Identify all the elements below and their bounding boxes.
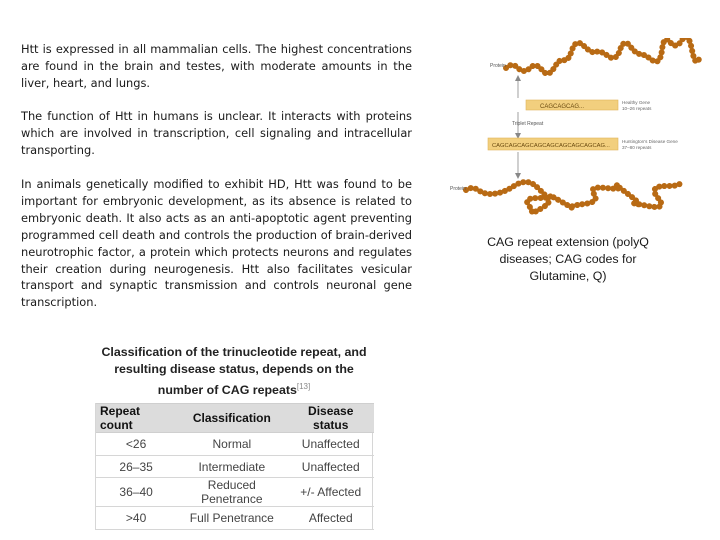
cell-disease-status: Affected [287, 507, 374, 530]
disease-gene-label: Huntington's Disease Gene [622, 139, 678, 144]
cell-disease-status: Unaffected [287, 433, 374, 456]
cell-classification: Intermediate [176, 455, 287, 478]
cag-classification-figure [95, 344, 373, 526]
paragraph-expression: Htt is expressed in all mammalian cells. The highest concentrations are found in the brain and testes, with moderate amounts in the liver, heart, and lungs. [21, 42, 412, 90]
cag-repeat-diagram [430, 38, 720, 224]
table-frame [95, 403, 373, 530]
table-reference: [13] [296, 382, 311, 391]
header-disease-status: Disease status [287, 404, 374, 433]
healthy-sequence: CAGCAGCAG... [540, 104, 585, 110]
table-row [96, 478, 374, 507]
cell-classification: Normal [176, 433, 287, 456]
table-row [96, 455, 374, 478]
cell-disease-status: Unaffected [287, 455, 374, 478]
arrow-up-head [515, 75, 521, 81]
table-title-text: Classification of the trinucleotide repeat, and resulting disease status, depends on the number of CAG repeats [101, 345, 367, 398]
protein-label-bottom: Protein [450, 186, 466, 192]
cell-classification: Full Penetrance [176, 507, 287, 530]
table-header-row [96, 404, 374, 433]
healthy-repeats-label: 10–26 repeats [622, 106, 652, 111]
healthy-gene-label: Healthy Gene [622, 100, 651, 105]
disease-protein-chain [466, 182, 680, 213]
table-title [95, 344, 373, 399]
cell-repeat-count: 26–35 [96, 455, 176, 478]
cell-repeat-count: <26 [96, 433, 176, 456]
diagram-caption: CAG repeat extension (polyQ diseases; CAG codes for Glutamine, Q) [487, 235, 649, 283]
header-classification: Classification [176, 404, 287, 433]
triplet-repeat-label: Triplet Repeat [512, 121, 544, 127]
header-repeat-count: Repeat count [96, 404, 176, 433]
protein-label-top: Protein [490, 63, 506, 69]
cell-classification: Reduced Penetrance [176, 478, 287, 507]
cell-disease-status: +/- Affected [287, 478, 374, 507]
table-row [96, 433, 374, 456]
cell-repeat-count: 36–40 [96, 478, 176, 507]
healthy-protein-chain [506, 38, 700, 74]
paragraph-animal-models: In animals genetically modified to exhibit HD, Htt was found to be important for embryonic development, as its absence is related to embryonic death. It also acts as an anti-apoptotic agent preventing programmed cell death and controls the production of brain-derived neurotrophic factor, a protein which protects neurons and regulates their creation during neurogenesis. Htt also facilitates vesicular transport and synaptic transmission and controls neuronal gene transcription. [21, 177, 412, 310]
arrow-down-head [515, 173, 521, 179]
cell-repeat-count: >40 [96, 507, 176, 530]
disease-sequence: CAGCAGCAGCAGCAGCAGCAGCAGCAG... [492, 143, 610, 149]
disease-repeats-label: 37–80 repeats [622, 145, 652, 150]
paragraph-function: The function of Htt in humans is unclear. It interacts with proteins which are involved in transcription, cell signaling and intracellular transporting. [21, 109, 412, 157]
cag-classification-table [96, 403, 374, 530]
table-row [96, 507, 374, 530]
